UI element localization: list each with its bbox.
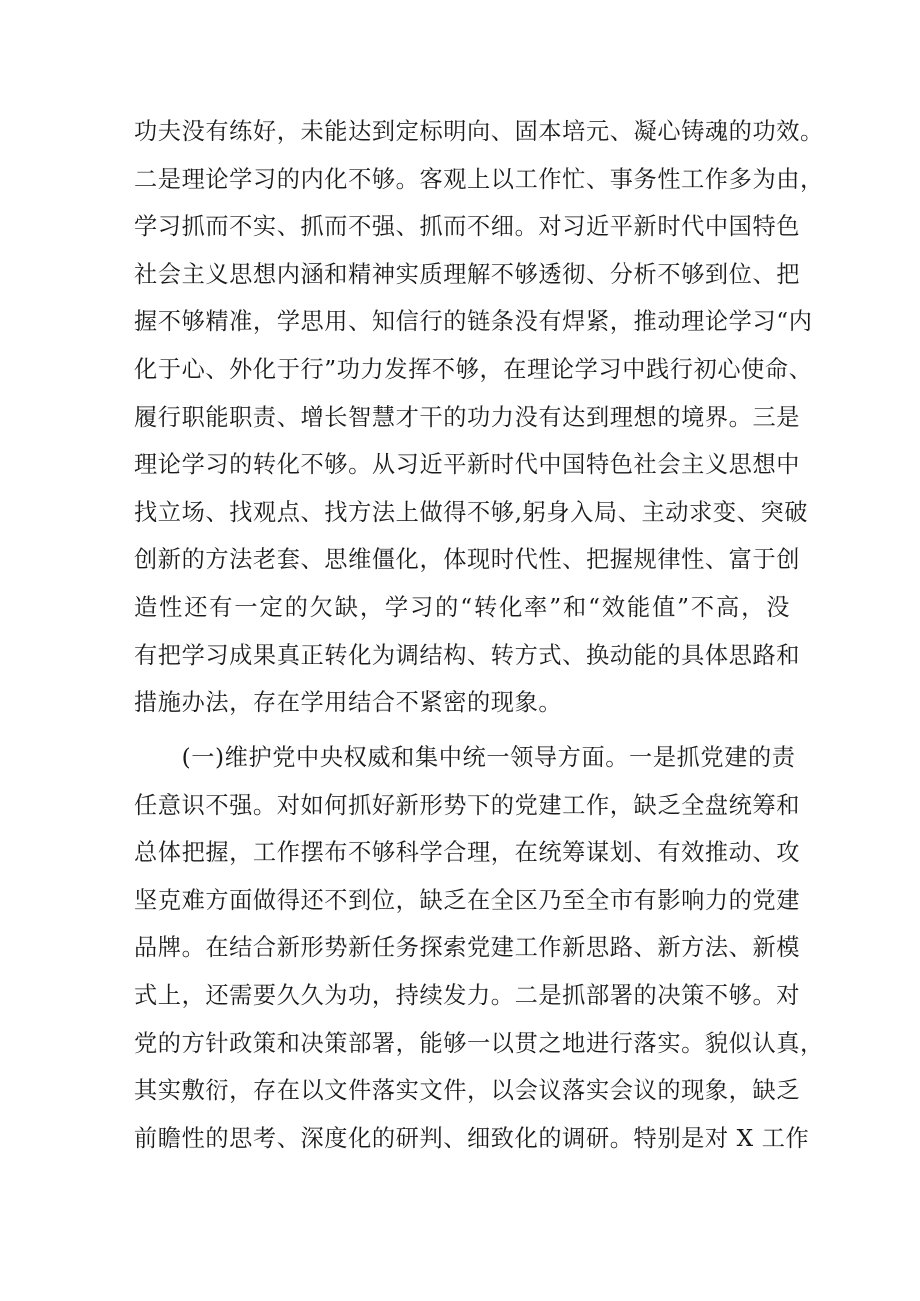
paragraph-party-leadership xyxy=(134,734,824,1162)
text-line: 握不够精准，学思用、知信行的链条没有焊紧，推动理论学习“内 xyxy=(134,308,813,336)
text-line: 理论学习的转化不够。从习近平新时代中国特色社会主义思想中 xyxy=(134,451,801,479)
text-line: 前瞻性的思考、深度化的研判、细致化的调研。特别是对 X 工作 xyxy=(134,1124,810,1152)
text-line: 品牌。在结合新形势新任务探索党建工作新思路、新方法、新模 xyxy=(134,934,801,962)
text-line: (一)维护党中央权威和集中统一领导方面。一是抓党建的责 xyxy=(134,744,796,771)
text-line: 履行职能职责、增长智慧才干的功力没有达到理想的境界。三是 xyxy=(134,403,801,431)
text-line: 二是理论学习的内化不够。客观上以工作忙、事务性工作多为由， xyxy=(134,165,824,193)
text-line: 化于心、外化于行”功力发挥不够，在理论学习中践行初心使命、 xyxy=(134,355,813,383)
paragraph-theory-study xyxy=(134,108,824,727)
text-line: 任意识不强。对如何抓好新形势下的党建工作，缺乏全盘统筹和 xyxy=(134,791,801,819)
text-line: 有把学习成果真正转化为调结构、转方式、换动能的具体思路和 xyxy=(134,641,801,669)
text-line: 其实敷衍，存在以文件落实文件，以会议落实会议的现象，缺乏 xyxy=(134,1077,801,1105)
text-line: 措施办法，存在学用结合不紧密的现象。 xyxy=(134,689,563,717)
text-line: 社会主义思想内涵和精神实质理解不够透彻、分析不够到位、把 xyxy=(134,260,801,288)
text-line: 造性还有一定的欠缺，学习的“转化率”和“效能值”不高，没 xyxy=(134,593,790,621)
text-line: 创新的方法老套、思维僵化，体现时代性、把握规律性、富于创 xyxy=(134,546,801,574)
text-line: 式上，还需要久久为功，持续发力。二是抓部署的决策不够。对 xyxy=(134,981,801,1009)
text-line: 功夫没有练好，未能达到定标明向、固本培元、凝心铸魂的功效。 xyxy=(134,118,824,145)
text-line: 找立场、找观点、找方法上做得不够,躬身入局、主动求变、突破 xyxy=(134,498,809,526)
text-line: 坚克难方面做得还不到位，缺乏在全区乃至全市有影响力的党建 xyxy=(134,886,801,914)
text-line: 党的方针政策和决策部署，能够一以贯之地进行落实。貌似认真， xyxy=(134,1029,824,1057)
text-line: 学习抓而不实、抓而不强、抓而不细。对习近平新时代中国特色 xyxy=(134,213,801,241)
text-line: 总体把握，工作摆布不够科学合理，在统筹谋划、有效推动、攻 xyxy=(134,839,801,867)
